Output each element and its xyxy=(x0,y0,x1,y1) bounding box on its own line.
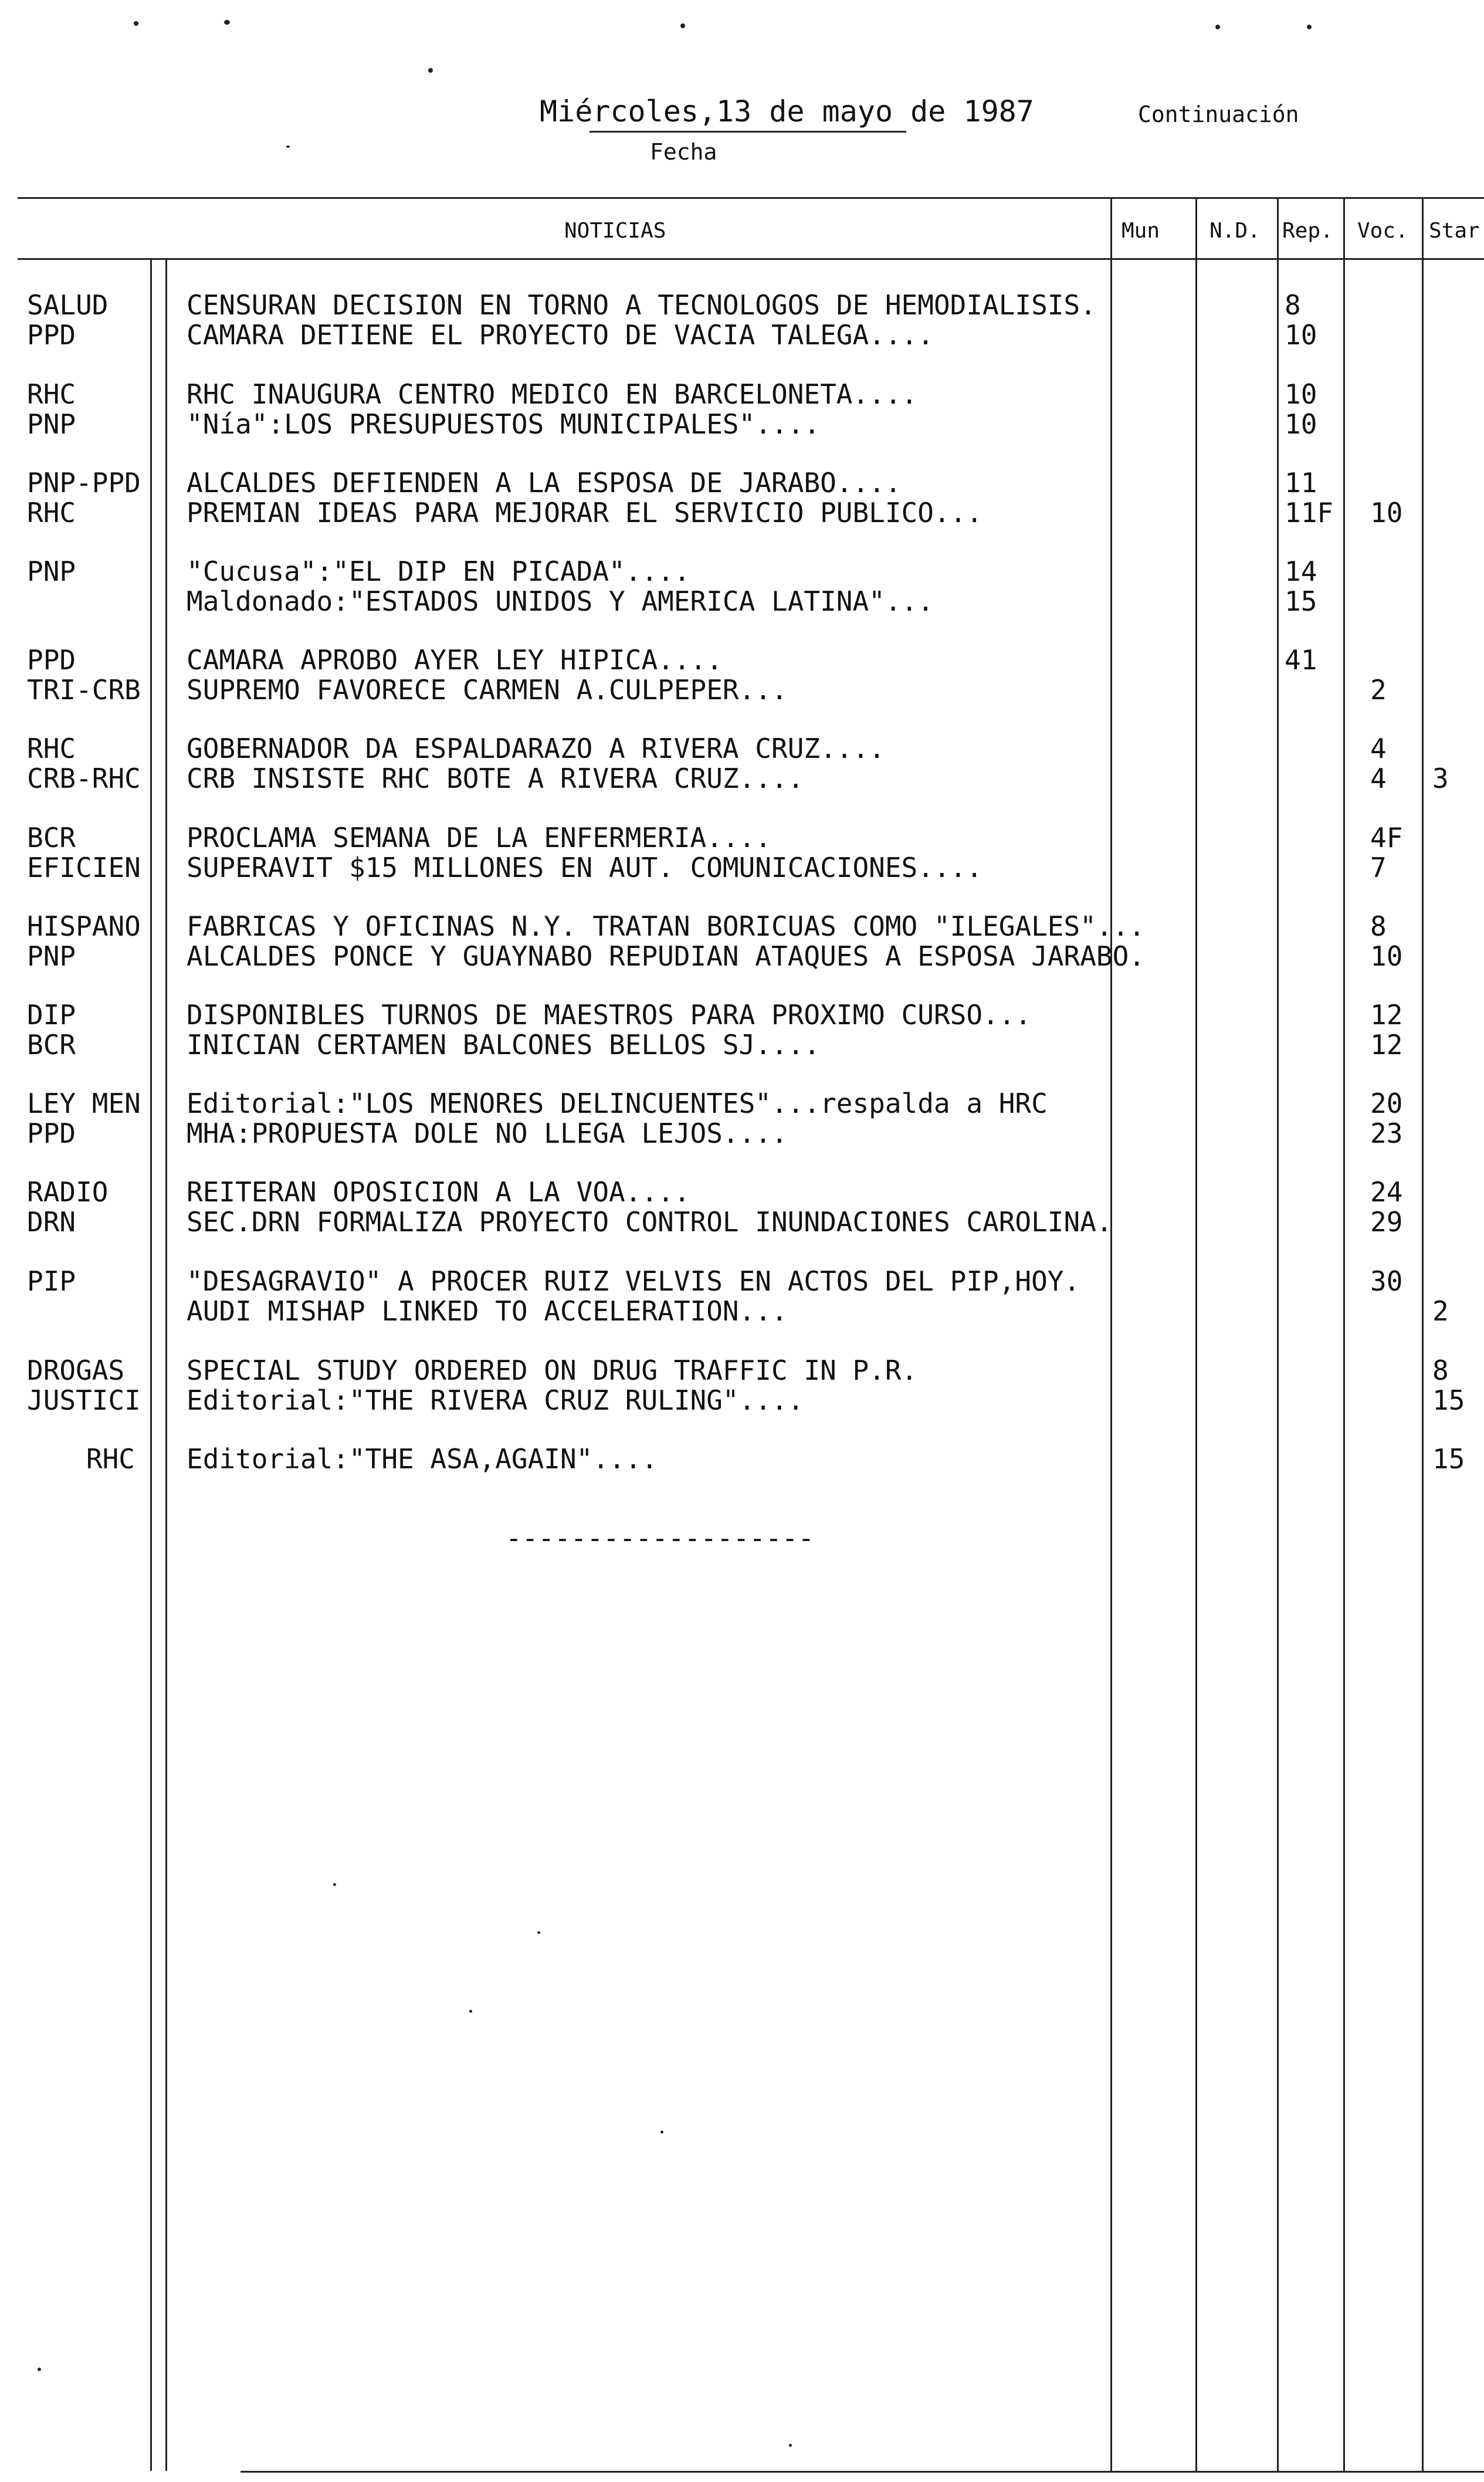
row-headline: Editorial:"THE RIVERA CRUZ RULING".... xyxy=(187,1384,804,1416)
row-rep: 10 xyxy=(1285,378,1317,410)
row-headline: PROCLAMA SEMANA DE LA ENFERMERIA.... xyxy=(187,822,771,854)
row-voc: 8 xyxy=(1370,910,1387,942)
row-tag: DROGAS xyxy=(27,1355,125,1386)
row-headline: PREMIAN IDEAS PARA MEJORAR EL SERVICIO PUBLICO... xyxy=(187,497,983,529)
row-tag: PNP xyxy=(27,556,76,587)
row-headline: CAMARA APROBO AYER LEY HIPICA.... xyxy=(187,644,723,676)
row-headline: MHA:PROPUESTA DOLE NO LLEGA LEJOS.... xyxy=(187,1118,788,1149)
row-rep: 11F xyxy=(1285,497,1334,529)
rep-column-divider xyxy=(1277,197,1279,2471)
row-rep: 8 xyxy=(1285,289,1301,321)
scan-speck xyxy=(38,2368,41,2371)
row-voc: 10 xyxy=(1370,940,1403,972)
col-star: Star xyxy=(1429,219,1480,243)
col-voc: Voc. xyxy=(1357,219,1408,243)
scan-speck xyxy=(428,68,433,73)
table-top-rule xyxy=(18,197,1484,199)
row-tag: RHC xyxy=(27,378,76,410)
scan-speck xyxy=(286,145,290,148)
row-star: 2 xyxy=(1432,1295,1449,1327)
date-underline xyxy=(589,131,906,133)
row-headline: SPECIAL STUDY ORDERED ON DRUG TRAFFIC IN P.R. xyxy=(187,1355,918,1386)
row-tag: DRN xyxy=(27,1206,76,1238)
row-star: 15 xyxy=(1432,1384,1465,1416)
row-rep: 10 xyxy=(1285,319,1317,351)
row-tag: RHC xyxy=(86,1443,135,1475)
row-headline: RHC INAUGURA CENTRO MEDICO EN BARCELONETA.... xyxy=(187,378,918,410)
row-headline: Editorial:"THE ASA,AGAIN".... xyxy=(187,1443,658,1475)
row-voc: 12 xyxy=(1370,999,1403,1031)
scan-speck xyxy=(789,2444,792,2447)
row-headline: CENSURAN DECISION EN TORNO A TECNOLOGOS DE HEMODIALISIS. xyxy=(187,289,1096,321)
row-tag: HISPANO xyxy=(27,910,141,942)
row-tag: RADIO xyxy=(27,1176,109,1208)
row-headline: Maldonado:"ESTADOS UNIDOS Y AMERICA LATINA"... xyxy=(187,585,934,617)
row-headline: ALCALDES PONCE Y GUAYNABO REPUDIAN ATAQUES A ESPOSA JARABO. xyxy=(187,940,1145,972)
row-voc: 12 xyxy=(1370,1029,1403,1061)
row-headline: Editorial:"LOS MENORES DELINCUENTES"...respalda a HRC xyxy=(187,1088,1048,1119)
table-bottom-rule xyxy=(240,2471,1484,2473)
row-voc: 4 xyxy=(1370,733,1387,764)
row-tag: TRI-CRB xyxy=(27,674,141,706)
scan-speck xyxy=(224,20,230,25)
scan-speck xyxy=(333,1883,336,1886)
closing-dashes: ------------------- xyxy=(506,1522,815,1554)
row-headline: ALCALDES DEFIENDEN A LA ESPOSA DE JARABO.... xyxy=(187,467,902,499)
row-voc: 29 xyxy=(1370,1206,1403,1238)
scan-speck xyxy=(1215,25,1220,29)
star-column-divider xyxy=(1422,197,1424,2471)
row-tag: LEY MEN xyxy=(27,1088,141,1119)
scan-speck xyxy=(660,2131,663,2134)
row-rep: 15 xyxy=(1285,585,1317,617)
row-tag: EFICIEN xyxy=(27,852,141,883)
voc-column-divider xyxy=(1343,197,1345,2471)
row-headline: AUDI MISHAP LINKED TO ACCELERATION... xyxy=(187,1295,788,1327)
page-date: Miércoles,13 de mayo de 1987 xyxy=(540,94,1034,128)
col-noticias: NOTICIAS xyxy=(564,219,666,243)
row-voc: 24 xyxy=(1370,1176,1403,1208)
row-tag: PNP xyxy=(27,940,76,972)
row-headline: SUPREMO FAVORECE CARMEN A.CULPEPER... xyxy=(187,674,788,706)
row-star: 8 xyxy=(1432,1355,1449,1386)
row-tag: CRB-RHC xyxy=(27,763,141,794)
scan-speck xyxy=(680,23,685,28)
col-rep: Rep. xyxy=(1282,219,1333,243)
row-headline: "Nía":LOS PRESUPUESTOS MUNICIPALES".... xyxy=(187,408,821,440)
row-voc: 4 xyxy=(1370,763,1387,794)
row-headline: REITERAN OPOSICION A LA VOA.... xyxy=(187,1176,690,1208)
row-tag: DIP xyxy=(27,999,76,1031)
row-tag: BCR xyxy=(27,822,76,854)
mun-column-divider xyxy=(1110,197,1112,2471)
row-tag: PPD xyxy=(27,644,76,676)
row-tag: RHC xyxy=(27,497,76,529)
row-headline: GOBERNADOR DA ESPALDARAZO A RIVERA CRUZ.... xyxy=(187,733,885,764)
row-rep: 10 xyxy=(1285,408,1317,440)
row-star: 3 xyxy=(1432,763,1449,794)
row-rep: 41 xyxy=(1285,644,1317,676)
row-tag: PPD xyxy=(27,1118,76,1149)
row-rep: 14 xyxy=(1285,556,1317,587)
row-voc: 10 xyxy=(1370,497,1403,529)
row-headline: SUPERAVIT $15 MILLONES EN AUT. COMUNICACIONES.... xyxy=(187,852,983,883)
noticias-column-divider xyxy=(165,258,167,2471)
row-tag: PNP xyxy=(27,408,76,440)
row-voc: 2 xyxy=(1370,674,1387,706)
col-nd: N.D. xyxy=(1209,219,1261,243)
row-headline: "Cucusa":"EL DIP EN PICADA".... xyxy=(187,556,690,587)
row-headline: CRB INSISTE RHC BOTE A RIVERA CRUZ.... xyxy=(187,763,804,794)
scan-speck xyxy=(537,1931,540,1934)
row-tag: BCR xyxy=(27,1029,76,1061)
row-headline: "DESAGRAVIO" A PROCER RUIZ VELVIS EN ACTOS DEL PIP,HOY. xyxy=(187,1265,1080,1297)
col-mun: Mun xyxy=(1122,219,1160,243)
row-tag: PPD xyxy=(27,319,76,351)
row-tag: PIP xyxy=(27,1265,76,1297)
nd-column-divider xyxy=(1195,197,1197,2471)
row-tag: JUSTICI xyxy=(27,1384,141,1416)
tag-column-divider xyxy=(150,258,152,2471)
row-headline: FABRICAS Y OFICINAS N.Y. TRATAN BORICUAS COMO "ILEGALES"... xyxy=(187,910,1145,942)
row-rep: 11 xyxy=(1285,467,1317,499)
scan-speck xyxy=(134,21,138,26)
table-header-rule xyxy=(18,258,1484,260)
row-voc: 7 xyxy=(1370,852,1387,883)
scan-speck xyxy=(1307,25,1312,29)
row-headline: SEC.DRN FORMALIZA PROYECTO CONTROL INUNDACIONES CAROLINA. xyxy=(187,1206,1113,1238)
fecha-label: Fecha xyxy=(650,139,717,165)
row-voc: 30 xyxy=(1370,1265,1403,1297)
row-headline: DISPONIBLES TURNOS DE MAESTROS PARA PROXIMO CURSO... xyxy=(187,999,1032,1031)
row-tag: SALUD xyxy=(27,289,109,321)
scan-speck xyxy=(469,2010,472,2013)
row-voc: 20 xyxy=(1370,1088,1403,1119)
row-tag: PNP-PPD xyxy=(27,467,141,499)
row-headline: CAMARA DETIENE EL PROYECTO DE VACIA TALEGA.... xyxy=(187,319,934,351)
row-voc: 23 xyxy=(1370,1118,1403,1149)
row-headline: INICIAN CERTAMEN BALCONES BELLOS SJ.... xyxy=(187,1029,821,1061)
row-tag: RHC xyxy=(27,733,76,764)
continuation-label: Continuación xyxy=(1138,101,1299,127)
row-voc: 4F xyxy=(1370,822,1403,854)
row-star: 15 xyxy=(1432,1443,1465,1475)
